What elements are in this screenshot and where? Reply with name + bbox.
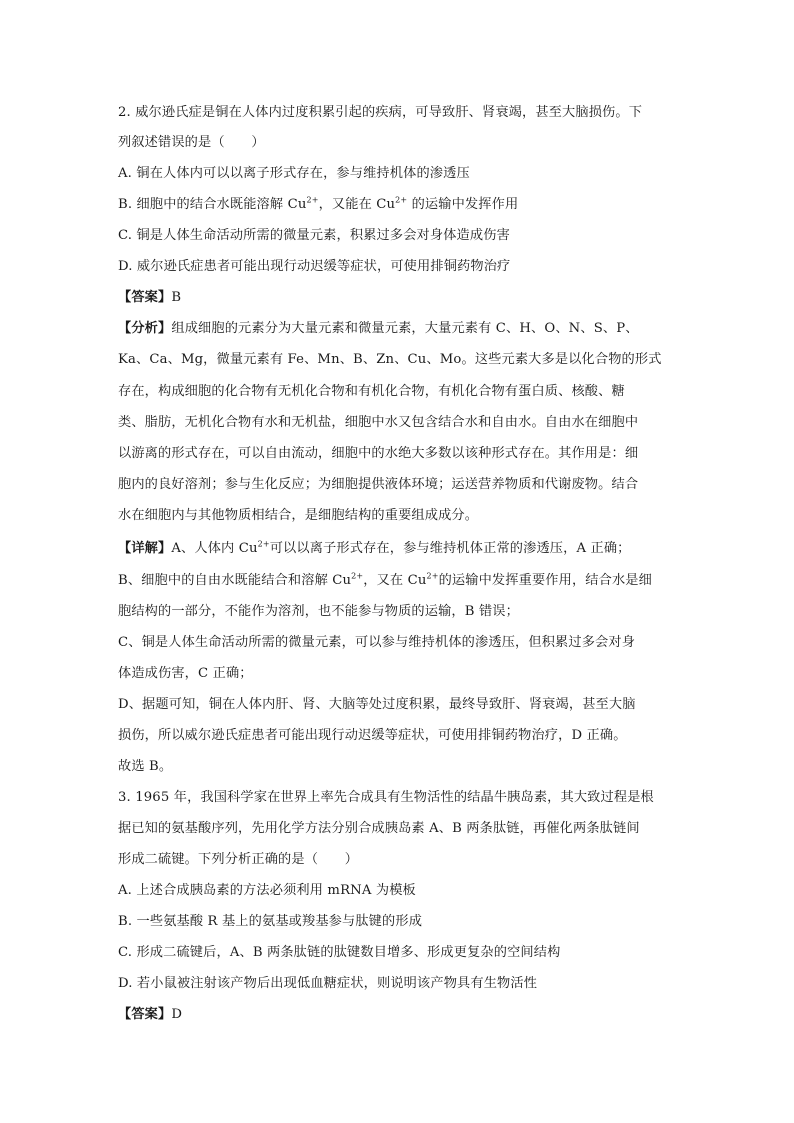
ion-charge: 2+	[306, 195, 319, 205]
q2-stem-line-1: 2. 威尔逊氏症是铜在人体内过度积累引起的疾病，可导致肝、肾衰竭，甚至大脑损伤。下	[118, 105, 643, 120]
detail-text: ，又在 Cu	[363, 573, 427, 588]
q2-option-b-part1: B. 细胞中的结合水既能溶解 Cu	[118, 197, 307, 212]
answer-tag: 【答案】	[118, 290, 172, 305]
q2-analysis-line-3: 存在，构成细胞的化合物有无机化合物和有机化合物，有机化合物有蛋白质、核酸、糖	[118, 384, 625, 399]
q2-analysis-line-4: 类、脂肪，无机化合物有水和无机盐，细胞中水又包含结合水和自由水。自由水在细胞中	[118, 415, 639, 430]
q2-conclusion: 故选 B。	[118, 759, 173, 774]
q2-analysis-line-1	[118, 320, 639, 338]
q2-analysis-line-7: 水在细胞内与其他物质相结合，是细胞结构的重要组成成分。	[118, 508, 479, 523]
q2-detail-line-4: C、铜是人体生命活动所需的微量元素，可以参与维持机体的渗透压，但积累过多会对身	[118, 635, 636, 650]
q2-analysis-line-6: 胞内的良好溶剂；参与生化反应；为细胞提供液体环境；运送营养物质和代谢废物。结合	[118, 477, 639, 492]
ion-charge: 2+	[351, 571, 364, 581]
ion-charge: 2+	[426, 571, 439, 581]
q3-answer	[118, 1006, 182, 1024]
q2-answer	[118, 289, 181, 307]
detail-text: B、细胞中的自由水既能结合和溶解 Cu	[118, 573, 352, 588]
q2-detail-line-6: D、据题可知，铜在人体内肝、肾、大脑等处过度积累，最终导致肝、肾衰竭，甚至大脑	[118, 697, 636, 712]
ion-charge: 2+	[395, 195, 408, 205]
q2-detail-line-5: 体造成伤害，C 正确；	[118, 666, 253, 681]
q2-stem-line-2: 列叙述错误的是（ ）	[118, 135, 265, 150]
q3-stem-line-3: 形成二硫键。下列分析正确的是（ ）	[118, 852, 359, 867]
answer-value: D	[171, 1007, 183, 1022]
q3-option-a: A. 上述合成胰岛素的方法必须利用 mRNA 为模板	[118, 883, 416, 898]
q3-option-d: D. 若小鼠被注射该产物后出现低血糖症状，则说明该产物具有生物活性	[118, 976, 538, 991]
q3-stem-line-2: 据已知的氨基酸序列，先用化学方法分别合成胰岛素 A、B 两条肽链，再催化两条肽链间	[118, 821, 640, 836]
q2-detail-line-3: 胞结构的一部分，不能作为溶剂，也不能参与物质的运输，B 错误；	[118, 604, 519, 619]
q3-stem-line-1: 3. 1965 年，我国科学家在世界上率先合成具有生物活性的结晶牛胰岛素，其大致过程是根	[118, 790, 654, 805]
q2-detail-line-1	[118, 540, 631, 558]
analysis-text: 组成细胞的元素分为大量元素和微量元素，大量元素有 C、H、O、N、S、P、	[171, 321, 639, 336]
q2-detail-line-7: 损伤，所以威尔逊氏症患者可能出现行动迟缓等症状，可使用排铜药物治疗，D 正确。	[118, 728, 627, 743]
answer-value: B	[171, 290, 182, 305]
q2-analysis-line-5: 以游离的形式存在，可以自由流动，细胞中的水绝大多数以该种形式存在。其作用是：细	[118, 446, 639, 461]
detail-tag: 【详解】	[118, 541, 172, 556]
q2-option-a: A. 铜在人体内可以以离子形式存在，参与维持机体的渗透压	[118, 166, 470, 181]
q2-analysis-line-2: Ka、Ca、Mg，微量元素有 Fe、Mn、B、Zn、Cu、Mo。这些元素大多是以化合物的形式	[118, 352, 662, 367]
q2-option-d: D. 威尔逊氏症患者可能出现行动迟缓等症状，可使用排铜药物治疗	[118, 259, 511, 274]
q2-option-c: C. 铜是人体生命活动所需的微量元素，积累过多会对身体造成伤害	[118, 228, 510, 243]
q2-option-b	[118, 196, 518, 214]
q3-option-c: C. 形成二硫键后，A、B 两条肽链的肽键数目增多、形成更复杂的空间结构	[118, 945, 561, 960]
q2-detail-line-2	[118, 572, 652, 590]
detail-text: A、人体内 Cu	[171, 541, 258, 556]
detail-text: 可以以离子形式存在，参与维持机体正常的渗透压，A 正确；	[269, 541, 631, 556]
q3-option-b: B. 一些氨基酸 R 基上的氨基或羧基参与肽键的形成	[118, 914, 423, 929]
detail-text: 的运输中发挥重要作用，结合水是细	[438, 573, 652, 588]
q2-option-b-part3: 的运输中发挥作用	[407, 197, 519, 212]
ion-charge: 2+	[257, 539, 270, 549]
analysis-tag: 【分析】	[118, 321, 172, 336]
answer-tag: 【答案】	[118, 1007, 172, 1022]
q2-option-b-part2: ，又能在 Cu	[318, 197, 396, 212]
